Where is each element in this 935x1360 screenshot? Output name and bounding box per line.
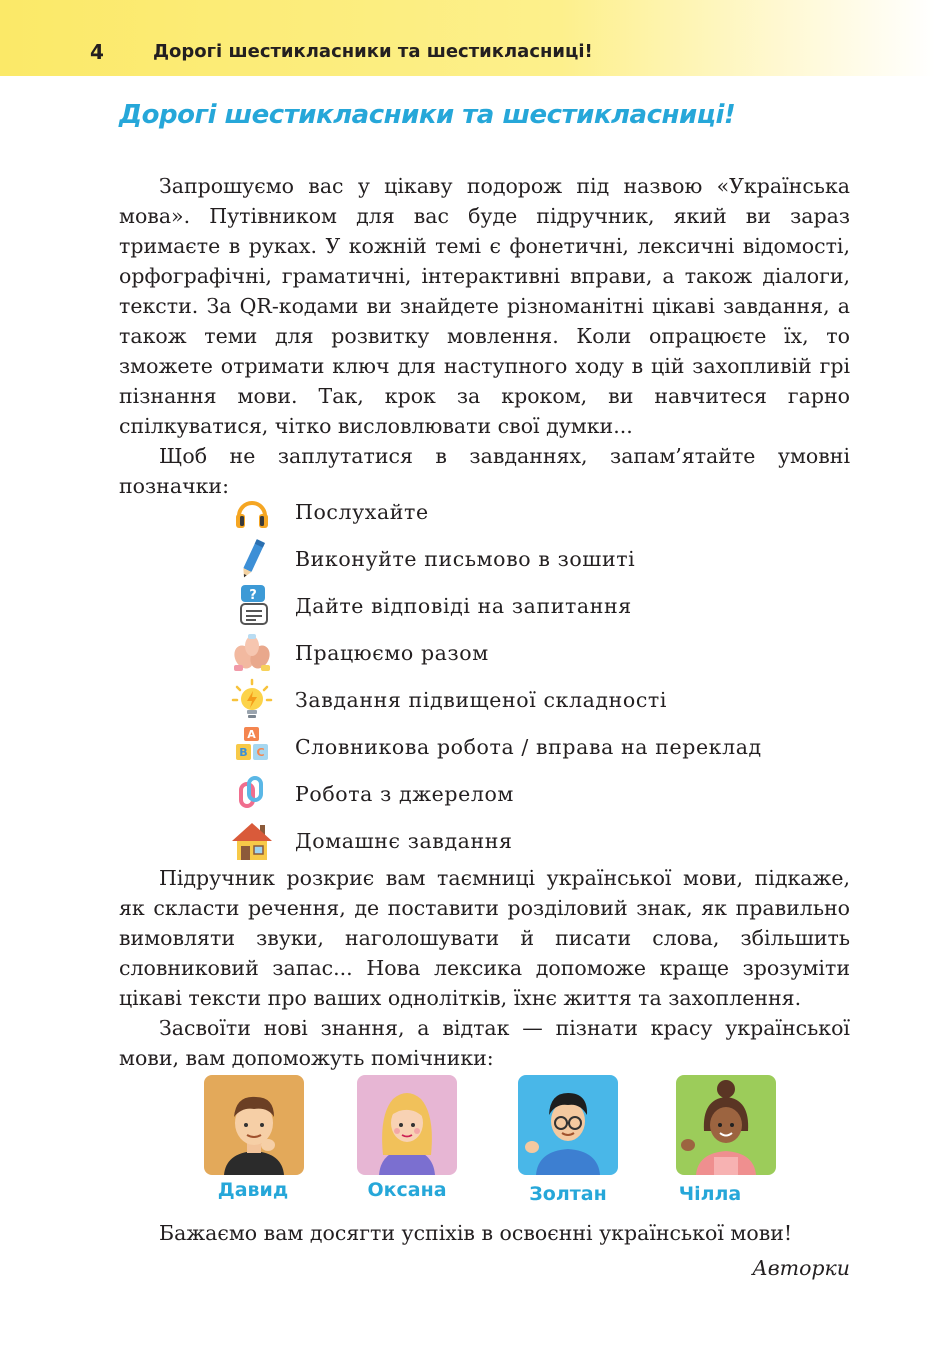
question-bubble-icon [229,584,275,628]
legend-label: Дайте відповіді на запитання [295,594,632,618]
legend-label: Завдання підвищеної складності [295,688,668,712]
helper-avatar-zoltan [518,1075,618,1175]
closing-wish: Бажаємо вам досягти успіхів в освоєнні української мови! [159,1221,793,1245]
legend-item-teamwork [229,631,849,675]
page-header [0,0,935,76]
helpers-intro-paragraph: Засвоїти нові знання, а відтак — пізнати красу української мови, вам допоможуть помічники: [119,1016,850,1070]
helper-avatar-oksana [357,1075,457,1175]
helper-avatar-chilla [676,1075,776,1175]
helper-name: Чілла [678,1183,742,1205]
symbols-intro-paragraph: Щоб не заплутатися в завданнях, запам’ятайте умовні позначки: [119,444,850,498]
joined-hands-icon [229,631,275,675]
helper-avatar-davyd [204,1075,304,1175]
legend-label: Робота з джерелом [295,782,514,806]
running-title: Дорогі шестикласники та шестикласниці! [153,41,593,62]
legend-item-vocabulary [229,725,849,769]
chain-link-icon [229,772,275,816]
legend-label: Працюємо разом [295,641,489,665]
legend-item-write [229,537,849,581]
legend-label: Домашнє завдання [295,829,513,853]
helper-name: Оксана [367,1179,447,1201]
legend-label: Словникова робота / вправа на переклад [295,735,762,759]
svg-text:?: ? [249,588,257,603]
legend-label: Виконуйте письмово в зошиті [295,547,636,571]
headphones-icon [229,490,275,534]
page-number: 4 [90,40,104,64]
svg-text:C: C [256,746,265,759]
legend-item-listen [229,490,849,534]
house-icon [229,819,275,863]
legend-item-homework [229,819,849,863]
lightbulb-icon [229,678,275,722]
abc-blocks-icon [229,725,275,769]
pencil-icon [229,537,275,581]
signature: Авторки [752,1256,850,1280]
legend-item-questions [229,584,849,628]
helper-name: Золтан [529,1183,607,1205]
page-title: Дорогі шестикласники та шестикласниці! [119,100,736,130]
legend-label: Послухайте [295,500,429,524]
intro-paragraph: Запрошуємо вас у цікаву подорож під назвою «Українська мова». Путівником для вас буде підручник, який ви зараз тримаєте в руках. У кожній темі є фонетичні, лексичні відомості, орфографічні, граматичні, інтерактивні вправи, а також діалоги, тексти. За QR-кодами ви знайдете різноманітні цікаві завдання, а також теми для розвитку мовлення. Коли опрацюєте їх, то зможете отримати ключ для наступного ходу в цій захопливій грі пізнання мови. Так, крок за кроком, ви навчитеся гарно спілкуватися, чітко висловлювати свої думки... [119,174,850,438]
svg-text:B: B [239,746,248,759]
svg-text:A: A [247,728,256,741]
helper-name: Давид [217,1179,289,1201]
textbook-paragraph: Підручник розкриє вам таємниці української мови, підкаже, як скласти речення, де поставити розділовий знак, як правильно вимовляти звуки, наголошувати й писати слова, збільшить словниковий запас... Нова лексика допоможе краще зрозуміти цікаві тексти про ваших однолітків, їхнє життя та захоплення. [119,866,850,1010]
legend-item-source [229,772,849,816]
legend-item-advanced [229,678,849,722]
